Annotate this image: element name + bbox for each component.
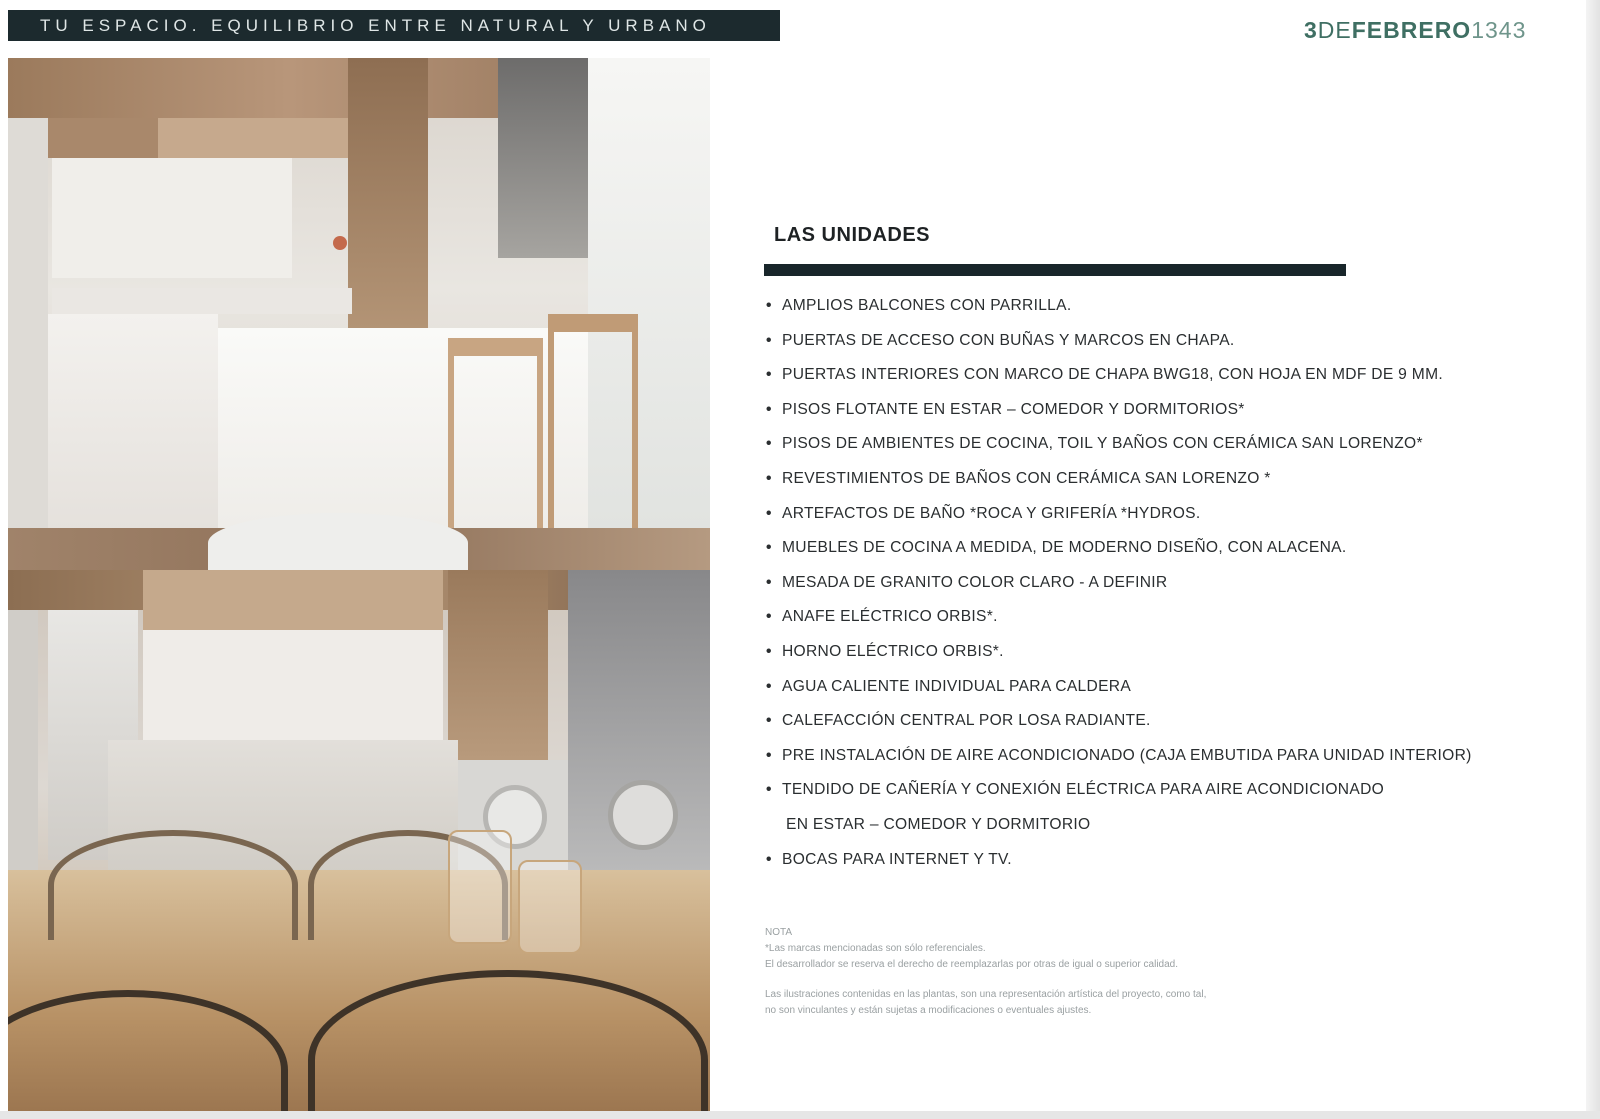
- bullet: •: [766, 642, 772, 660]
- bullet: •: [766, 781, 772, 799]
- bullet: •: [766, 331, 772, 349]
- features-list: [766, 292, 1566, 880]
- brand-year: 1343: [1471, 17, 1527, 43]
- brand-de: DE: [1317, 17, 1352, 43]
- brand-number: 3: [1304, 17, 1318, 43]
- page-edge: [1586, 0, 1600, 1119]
- list-item: • PUERTAS DE ACCESO CON BUÑAS Y MARCOS EN CHAPA.: [766, 327, 1566, 362]
- brand-month: FEBRERO: [1351, 17, 1472, 43]
- list-item: • PISOS DE AMBIENTES DE COCINA, TOIL Y BAÑOS CON CERÁMICA SAN LORENZO*: [766, 430, 1566, 465]
- note-line: no son vinculantes y están sujetas a modificaciones o eventuales ajustes.: [765, 1005, 1092, 1016]
- tagline-bar: [8, 10, 780, 41]
- list-item: • ARTEFACTOS DE BAÑO *ROCA Y GRIFERÍA *HYDROS.: [766, 500, 1566, 535]
- list-item: • TENDIDO DE CAÑERÍA Y CONEXIÓN ELÉCTRICA PARA AIRE ACONDICIONADO: [766, 776, 1566, 811]
- bullet: •: [766, 677, 772, 695]
- bullet: •: [766, 746, 772, 764]
- bullet: •: [766, 504, 772, 522]
- kitchen-photo-top: [8, 58, 710, 570]
- list-item: • CALEFACCIÓN CENTRAL POR LOSA RADIANTE.: [766, 707, 1566, 742]
- note-heading: NOTA: [765, 927, 793, 938]
- list-item: • AMPLIOS BALCONES CON PARRILLA.: [766, 292, 1566, 327]
- bullet: •: [766, 850, 772, 868]
- section-title: LAS UNIDADES: [774, 224, 931, 246]
- bullet: •: [766, 608, 772, 626]
- list-item: • PISOS FLOTANTE EN ESTAR – COMEDOR Y DORMITORIOS*: [766, 396, 1566, 431]
- list-item: • MESADA DE GRANITO COLOR CLARO - A DEFINIR: [766, 569, 1566, 604]
- note-line: Las ilustraciones contenidas en las plantas, son una representación artística del proyecto, como tal,: [765, 989, 1207, 1000]
- list-item-continuation: EN ESTAR – COMEDOR Y DORMITORIO: [786, 815, 1091, 833]
- list-item: • HORNO ELÉCTRICO ORBIS*.: [766, 638, 1566, 673]
- note-line: El desarrollador se reserva el derecho de reemplazarlas por otras de igual o superior calidad.: [765, 959, 1178, 970]
- list-item: • AGUA CALIENTE INDIVIDUAL PARA CALDERA: [766, 673, 1566, 708]
- brand-logo: [1304, 17, 1526, 47]
- list-item: • MUEBLES DE COCINA A MEDIDA, DE MODERNO DISEÑO, CON ALACENA.: [766, 534, 1566, 569]
- bullet: •: [766, 297, 772, 314]
- bullet: •: [766, 400, 772, 418]
- bullet: •: [766, 573, 772, 591]
- page-bottom-edge: [0, 1111, 1600, 1119]
- tagline: TU ESPACIO. EQUILIBRIO ENTRE NATURAL Y URBANO: [40, 15, 711, 35]
- list-item: • ANAFE ELÉCTRICO ORBIS*.: [766, 603, 1566, 638]
- list-item: • BOCAS PARA INTERNET Y TV.: [766, 846, 1566, 881]
- bullet: •: [766, 539, 772, 557]
- kitchen-photo-bottom: [8, 570, 710, 1112]
- bullet: •: [766, 435, 772, 453]
- section-divider: [764, 264, 1346, 276]
- note-line: *Las marcas mencionadas son sólo referenciales.: [765, 943, 986, 954]
- bullet: •: [766, 469, 772, 487]
- footnotes: [765, 925, 1405, 1019]
- list-item: • REVESTIMIENTOS DE BAÑOS CON CERÁMICA SAN LORENZO *: [766, 465, 1566, 500]
- list-item: • PUERTAS INTERIORES CON MARCO DE CHAPA BWG18, CON HOJA EN MDF DE 9 MM.: [766, 361, 1566, 396]
- bullet: •: [766, 366, 772, 384]
- list-item: • PRE INSTALACIÓN DE AIRE ACONDICIONADO (CAJA EMBUTIDA PARA UNIDAD INTERIOR): [766, 742, 1566, 777]
- bullet: •: [766, 712, 772, 730]
